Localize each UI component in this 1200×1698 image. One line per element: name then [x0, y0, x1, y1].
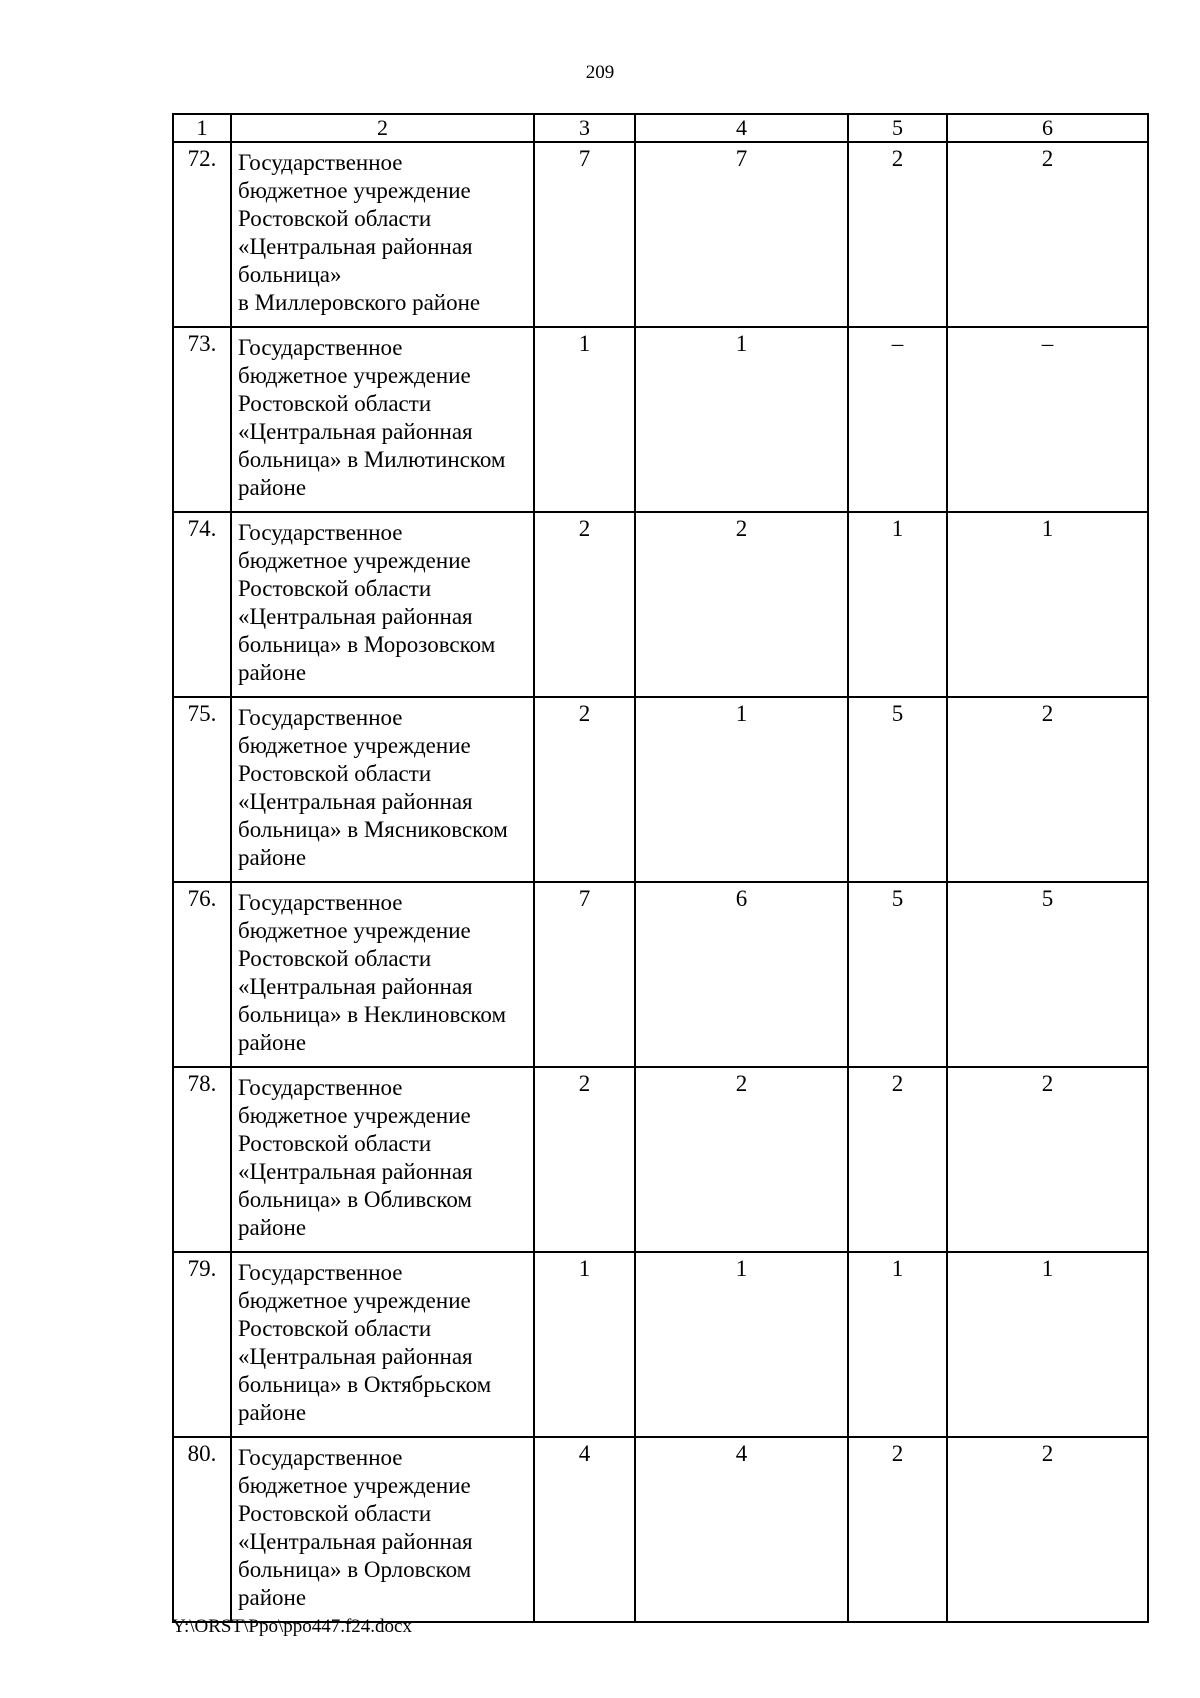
row-number-cell: 73. [173, 327, 231, 512]
institution-name-line: районе [238, 1585, 307, 1610]
col5-value-cell: 5 [848, 697, 947, 882]
institution-name-cell [231, 327, 534, 512]
col4-value-cell: 2 [635, 512, 848, 697]
institution-name-line: Государственное [238, 1445, 403, 1470]
row-number-cell: 78. [173, 1067, 231, 1252]
row-number-cell: 75. [173, 697, 231, 882]
col3-value-cell: 7 [534, 882, 635, 1067]
col3-value-cell: 1 [534, 327, 635, 512]
table-row [173, 1067, 1148, 1252]
col5-value-cell: 2 [848, 1067, 947, 1252]
institution-name-line: Ростовской области [238, 761, 432, 786]
institution-name-line: «Центральная районная [238, 234, 473, 259]
institution-name-line: Ростовской области [238, 1316, 432, 1341]
institution-name-line: Государственное [238, 335, 403, 360]
col5-value-cell: 2 [848, 1437, 947, 1622]
institution-name-line: в Миллеровского районе [238, 290, 481, 315]
institution-name-line: Ростовской области [238, 576, 432, 601]
institution-name-line: районе [238, 845, 307, 870]
col3-value-cell: 1 [534, 1252, 635, 1437]
table-row [173, 1437, 1148, 1622]
header-cell: 4 [635, 114, 848, 142]
institution-name-cell [231, 512, 534, 697]
institution-name-line: бюджетное учреждение [238, 363, 471, 388]
institution-name-line: «Центральная районная [238, 1529, 473, 1554]
institution-name-cell [231, 697, 534, 882]
col3-value-cell: 2 [534, 512, 635, 697]
col6-value-cell: 2 [947, 142, 1148, 327]
col6-value-cell: 1 [947, 1252, 1148, 1437]
institution-name-line: Государственное [238, 1075, 403, 1100]
institution-name-line: Ростовской области [238, 1131, 432, 1156]
col5-value-cell: 1 [848, 512, 947, 697]
col5-value-cell: 2 [848, 142, 947, 327]
institution-name-line: больница» в Октябрьском [238, 1372, 492, 1397]
institution-name-line: больница» в Морозовском [238, 632, 496, 657]
institution-name-line: Государственное [238, 705, 403, 730]
table-row [173, 142, 1148, 327]
institution-name-line: районе [238, 660, 307, 685]
institution-name-cell [231, 142, 534, 327]
institution-name-line: бюджетное учреждение [238, 178, 471, 203]
institution-name-cell [231, 882, 534, 1067]
col5-value-cell: 1 [848, 1252, 947, 1437]
row-number-cell: 76. [173, 882, 231, 1067]
institution-name-line: бюджетное учреждение [238, 1473, 471, 1498]
col3-value-cell: 2 [534, 1067, 635, 1252]
col4-value-cell: 1 [635, 1252, 848, 1437]
header-cell: 3 [534, 114, 635, 142]
institution-name-line: районе [238, 475, 307, 500]
institution-name-cell [231, 1437, 534, 1622]
col4-value-cell: 6 [635, 882, 848, 1067]
institution-name-line: бюджетное учреждение [238, 733, 471, 758]
institution-name-line: бюджетное учреждение [238, 1288, 471, 1313]
header-cell: 1 [173, 114, 231, 142]
institution-name-line: «Центральная районная [238, 419, 473, 444]
row-number-cell: 72. [173, 142, 231, 327]
col6-value-cell: – [947, 327, 1148, 512]
col6-value-cell: 1 [947, 512, 1148, 697]
row-number-cell: 80. [173, 1437, 231, 1622]
institution-name-line: районе [238, 1400, 307, 1425]
table-row [173, 1252, 1148, 1437]
institution-name-line: больница» [238, 262, 342, 287]
row-number-cell: 74. [173, 512, 231, 697]
institution-name-line: «Центральная районная [238, 604, 473, 629]
col5-value-cell: 5 [848, 882, 947, 1067]
institution-name-line: бюджетное учреждение [238, 1103, 471, 1128]
col3-value-cell: 7 [534, 142, 635, 327]
table-header-row [173, 114, 1148, 142]
footer-file-path: Y:\ORST\Ppo\ppo447.f24.docx [172, 1616, 412, 1637]
institution-name-line: Ростовской области [238, 391, 432, 416]
institution-name-cell [231, 1067, 534, 1252]
institution-name-line: Государственное [238, 520, 403, 545]
table-row [173, 512, 1148, 697]
header-cell: 6 [947, 114, 1148, 142]
table-row [173, 882, 1148, 1067]
col6-value-cell: 2 [947, 697, 1148, 882]
institution-name-line: Ростовской области [238, 1501, 432, 1526]
table-row [173, 697, 1148, 882]
col4-value-cell: 4 [635, 1437, 848, 1622]
institution-name-line: больница» в Мясниковском [238, 817, 508, 842]
page-number: 209 [585, 62, 615, 83]
institution-name-line: бюджетное учреждение [238, 918, 471, 943]
col4-value-cell: 2 [635, 1067, 848, 1252]
institution-name-line: «Центральная районная [238, 1159, 473, 1184]
col4-value-cell: 1 [635, 327, 848, 512]
data-table [172, 113, 1149, 1623]
institution-name-line: Государственное [238, 150, 403, 175]
col6-value-cell: 2 [947, 1437, 1148, 1622]
institution-name-line: больница» в Милютинском [238, 447, 506, 472]
institution-name-line: больница» в Орловском [238, 1557, 472, 1582]
col4-value-cell: 7 [635, 142, 848, 327]
table-row [173, 327, 1148, 512]
institution-name-line: «Центральная районная [238, 789, 473, 814]
institution-name-line: Ростовской области [238, 206, 432, 231]
col3-value-cell: 4 [534, 1437, 635, 1622]
institution-name-line: Государственное [238, 890, 403, 915]
header-cell: 2 [231, 114, 534, 142]
institution-name-line: бюджетное учреждение [238, 548, 471, 573]
col5-value-cell: – [848, 327, 947, 512]
header-cell: 5 [848, 114, 947, 142]
institution-name-line: больница» в Неклиновском [238, 1002, 507, 1027]
col4-value-cell: 1 [635, 697, 848, 882]
institution-name-line: больница» в Обливском [238, 1187, 472, 1212]
institution-name-cell [231, 1252, 534, 1437]
institution-name-line: «Центральная районная [238, 1344, 473, 1369]
institution-name-line: районе [238, 1030, 307, 1055]
institution-name-line: районе [238, 1215, 307, 1240]
institution-name-line: Ростовской области [238, 946, 432, 971]
col6-value-cell: 5 [947, 882, 1148, 1067]
institution-name-line: Государственное [238, 1260, 403, 1285]
col3-value-cell: 2 [534, 697, 635, 882]
institution-name-line: «Центральная районная [238, 974, 473, 999]
row-number-cell: 79. [173, 1252, 231, 1437]
col6-value-cell: 2 [947, 1067, 1148, 1252]
